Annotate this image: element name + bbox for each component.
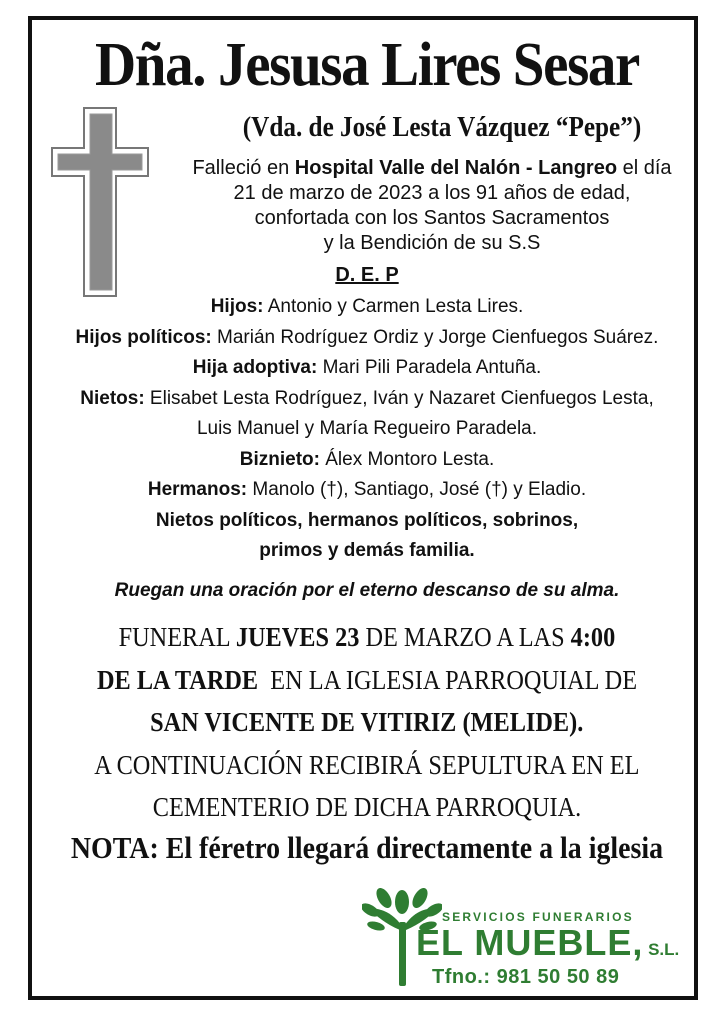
funeral-line-5: CEMENTERIO DE DICHA PARROQUIA. (152, 792, 582, 822)
obituary-frame (28, 16, 698, 1000)
note: NOTA: El féretro llegará directamente a la iglesia (70, 830, 664, 865)
prayer-request: Ruegan una oración por el eterno descanso de su alma. (114, 580, 620, 601)
deceased-name: Dña. Jesusa Lires Sesar (94, 31, 639, 99)
funeral-line-2: DE LA TARDE EN LA IGLESIA PARROQUIAL DE (96, 664, 638, 695)
logo-subtitle: SERVICIOS FUNERARIOS (442, 910, 634, 924)
family-grandchildren-2: Luis Manuel y María Regueiro Paradela. (196, 418, 538, 439)
death-suffix: el día (617, 157, 672, 179)
family-others-2: primos y demás familia. (259, 540, 475, 561)
family-great-grandchild: Biznieto: Álex Montoro Lesta. (239, 448, 495, 470)
funeral-line-3: SAN VICENTE DE VITIRIZ (MELIDE). (150, 707, 584, 737)
death-prefix: Falleció en (192, 157, 295, 179)
funeral-details (32, 616, 702, 829)
family-others: Nietos políticos, hermanos políticos, sobrinos, (155, 509, 579, 531)
widow-of: (Vda. de José Lesta Vázquez “Pepe”) (242, 112, 642, 143)
logo-phone: Tfno.: 981 50 50 89 (432, 966, 620, 988)
family-siblings: Hermanos: Manolo (†), Santiago, José (†) y Eladio. (147, 479, 587, 500)
family-children: Hijos: Antonio y Carmen Lesta Lires. (210, 296, 524, 317)
blessing: y la Bendición de su S.S (323, 232, 541, 254)
family-in-laws: Hijos políticos: Marián Rodríguez Ordiz y Jorge Cienfuegos Suárez. (75, 326, 659, 348)
death-notice (172, 156, 692, 256)
sacraments: confortada con los Santos Sacramentos (254, 207, 610, 229)
death-date: 21 de marzo de 2023 a los 91 años de edad, (233, 182, 631, 204)
dep-heading: D. E. P (335, 264, 399, 286)
family-adopted: Hija adoptiva: Mari Pili Paradela Antuña. (192, 357, 542, 378)
family-list (32, 292, 702, 567)
family-grandchildren: Nietos: Elisabet Lesta Rodríguez, Iván y Nazaret Cienfuegos Lesta, (80, 387, 654, 409)
logo-name: EL MUEBLE, S.L. (416, 922, 680, 963)
funeral-line-4: A CONTINUACIÓN RECIBIRÁ SEPULTURA EN EL (94, 749, 640, 780)
funeral-line-1: FUNERAL JUEVES 23 DE MARZO A LAS 4:00 (118, 622, 616, 652)
death-place: Hospital Valle del Nalón - Langreo (294, 157, 618, 179)
